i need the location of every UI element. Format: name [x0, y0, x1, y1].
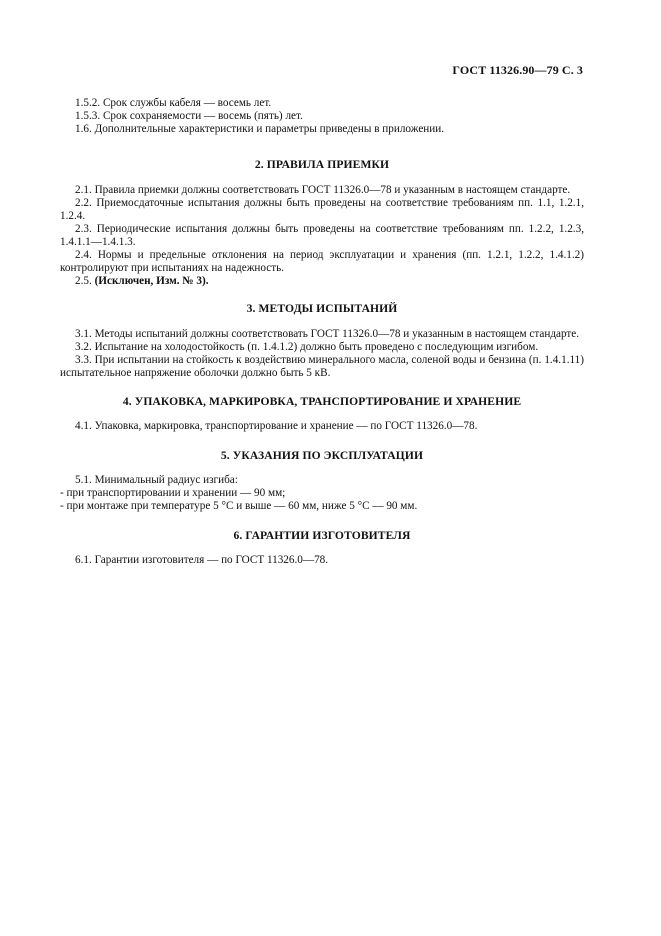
- section-4-heading: 4. УПАКОВКА, МАРКИРОВКА, ТРАНСПОРТИРОВАНИЕ И ХРАНЕНИЕ: [122, 395, 522, 408]
- amendment-note: (Исключен, Изм. № 3).: [94, 275, 209, 287]
- paragraph-3-3: 3.3. При испытании на стойкость к воздействию минерального масла, соленой воды и бензина (п. 1.4.1.11) испытательное напряжение оболочки должно быть 5 кВ.: [60, 354, 584, 379]
- paragraph-1-5-2: 1.5.2. Срок службы кабеля — восемь лет.: [75, 97, 272, 109]
- paragraph-1-5-3: 1.5.3. Срок сохраняемости — восемь (пять) лет.: [75, 110, 303, 122]
- paragraph-2-1: 2.1. Правила приемки должны соответствовать ГОСТ 11326.0—78 и указанным в настоящем стандарте.: [75, 184, 571, 196]
- section-2-heading: 2. ПРАВИЛА ПРИЕМКИ: [254, 158, 390, 171]
- section-4: [60, 395, 584, 433]
- section-1-tail: [60, 97, 584, 136]
- section-6: [60, 529, 584, 567]
- section-2: [60, 158, 584, 288]
- paragraph-2-5: [60, 275, 584, 288]
- page-header: ГОСТ 11326.90—79 С. 3: [452, 63, 583, 77]
- paragraph-5-1: 5.1. Минимальный радиус изгиба:: [75, 474, 238, 486]
- paragraph-2-3: 2.3. Периодические испытания должны быть проведены на соответствие требованиям пп. 1.2.2, 1.2.3, 1.4.1.1—1.4.1.3.: [60, 223, 584, 248]
- paragraph-2-2: 2.2. Приемосдаточные испытания должны быть проведены на соответствие требованиям пп. 1.1, 1.2.1, 1.2.4.: [60, 197, 584, 222]
- section-5: [60, 449, 584, 513]
- paragraph-3-2: 3.2. Испытание на холодостойкость (п. 1.4.1.2) должно быть проведено с последующим изгибом.: [75, 341, 539, 353]
- paragraph-2-5-number: 2.5.: [75, 275, 92, 287]
- list-item: - при монтаже при температуре 5 °С и выше — 60 мм, ниже 5 °С — 90 мм.: [60, 500, 418, 512]
- document-body: [60, 97, 584, 567]
- paragraph-3-1: 3.1. Методы испытаний должны соответствовать ГОСТ 11326.0—78 и указанным в настоящем стандарте.: [75, 328, 580, 340]
- section-5-heading: 5. УКАЗАНИЯ ПО ЭКСПЛУАТАЦИИ: [220, 449, 424, 462]
- list-item: - при транспортировании и хранении — 90 мм;: [60, 487, 286, 499]
- paragraph-4-1: 4.1. Упаковка, маркировка, транспортирование и хранение — по ГОСТ 11326.0—78.: [75, 420, 478, 432]
- section-6-heading: 6. ГАРАНТИИ ИЗГОТОВИТЕЛЯ: [233, 529, 411, 542]
- paragraph-1-6: 1.6. Дополнительные характеристики и параметры приведены в приложении.: [75, 123, 445, 135]
- section-3-heading: 3. МЕТОДЫ ИСПЫТАНИЙ: [246, 302, 398, 315]
- paragraph-6-1: 6.1. Гарантии изготовителя — по ГОСТ 11326.0—78.: [75, 554, 329, 566]
- section-3: [60, 302, 584, 380]
- paragraph-2-4: 2.4. Нормы и предельные отклонения на период эксплуатации и хранения (пп. 1.2.1, 1.2.2, 1.4.1.2) контролируют при испытаниях на надежность.: [60, 249, 584, 274]
